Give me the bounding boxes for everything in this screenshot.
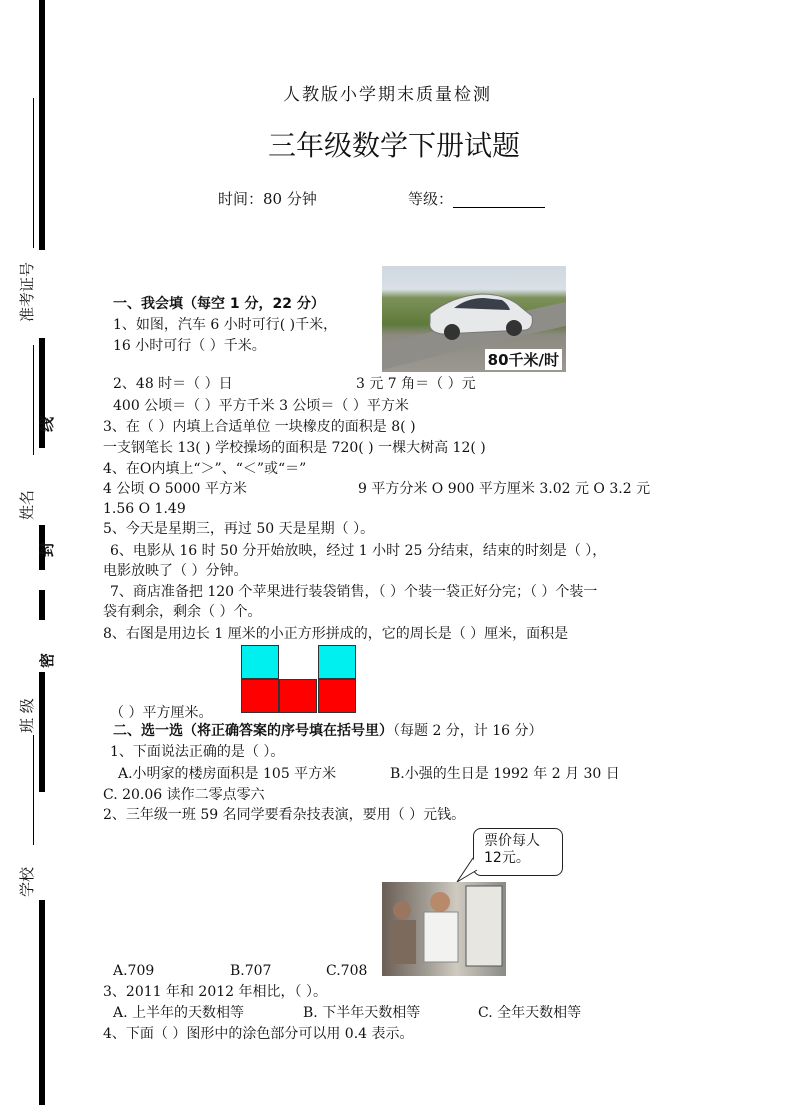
binding-line-mid4	[39, 672, 45, 792]
q4-item3: 1.56 O 1.49	[103, 501, 186, 517]
q1-line1: 1、如图，汽车 6 小时可行( )千米，	[113, 317, 338, 333]
q4-item2: 9 平方分米 O 900 平方厘米 3.02 元 O 3.2 元	[358, 481, 651, 497]
speed-sign: 80千米/时	[485, 349, 562, 370]
s2-q2-optB: B.707	[230, 963, 272, 979]
q1-line2: 16 小时可行（ ）千米。	[113, 338, 266, 354]
time-label: 时间：80 分钟	[218, 190, 317, 208]
binding-underline-3	[33, 735, 34, 845]
s2-q1-optC: C. 20.06 读作二零点零六	[103, 787, 265, 803]
exam-number-label: 准考证号	[18, 261, 36, 322]
exam-subtitle: 人教版小学期末质量检测	[283, 85, 492, 105]
q6-line1: 6、电影从 16 时 50 分开始放映，经过 1 小时 25 分结束，结束的时刻是（ ），	[110, 543, 607, 559]
s2-q2-optA: A.709	[113, 963, 155, 979]
red-square-1	[241, 679, 279, 713]
q4-item1: 4 公顷 O 5000 平方米	[103, 481, 247, 497]
binding-underline-2	[33, 345, 34, 455]
q8-line1: 8、右图是用边长 1 厘米的小正方形拼成的，它的周长是（ ）厘米，面积是	[103, 626, 569, 642]
binding-line-char: 线	[38, 416, 56, 432]
binding-seal-char: 封	[38, 541, 56, 557]
q7-line1: 7、商店准备把 120 个苹果进行装袋销售，（ ）个装一袋正好分完；（ ）个装一	[110, 584, 598, 600]
s2-q2-optC: C.708	[326, 963, 368, 979]
binding-secret-char: 密	[38, 652, 56, 668]
q6-line2: 电影放映了（ ）分钟。	[103, 563, 248, 579]
q3-line1: 3、在（ ）内填上合适单位 一块橡皮的面积是 8( )	[103, 419, 416, 435]
section1-heading: 一、我会填（每空 1 分，22 分）	[113, 296, 325, 312]
people-icon	[382, 882, 506, 976]
q2-part1: 2、48 时＝（ ）日	[113, 376, 233, 392]
section2-heading-tail: （每题 2 分，计 16 分）	[393, 723, 543, 739]
bubble-tail-icon	[455, 856, 479, 884]
price-bubble-text: 票价每人 12元。	[484, 833, 540, 866]
binding-line-bottom	[39, 900, 45, 1105]
q5-text: 5、今天是星期三，再过 50 天是星期（ ）。	[103, 521, 375, 537]
s2-q3-optC: C. 全年天数相等	[478, 1005, 582, 1021]
binding-underline-1	[33, 98, 34, 248]
red-square-3	[318, 679, 356, 713]
school-label: 学校	[18, 866, 36, 897]
s2-q2: 2、三年级一班 59 名同学要看杂技表演，要用（ ）元钱。	[103, 807, 466, 823]
section2-heading-text: 二、选一选（将正确答案的序号填在括号里）	[113, 723, 393, 739]
grade-label	[408, 190, 545, 208]
s2-q1-optB: B.小强的生日是 1992 年 2 月 30 日	[390, 766, 620, 782]
people-photo	[382, 882, 506, 976]
q2-part2: 3 元 7 角＝（ ）元	[356, 376, 476, 392]
s2-q1-optA: A.小明家的楼房面积是 105 平方米	[118, 766, 337, 782]
grade-blank[interactable]	[453, 193, 545, 208]
binding-line-top	[39, 0, 45, 250]
section2-heading	[113, 722, 543, 740]
name-label: 姓名	[18, 489, 36, 520]
price-bubble	[473, 828, 563, 876]
exam-title: 三年级数学下册试题	[268, 129, 521, 162]
q2-line2: 400 公顷＝（ ）平方千米 3 公顷＝（ ）平方米	[113, 398, 409, 414]
s2-q4: 4、下面（ ）图形中的涂色部分可以用 0.4 表示。	[103, 1026, 414, 1042]
red-square-2	[279, 679, 317, 713]
s2-q3: 3、2011 年和 2012 年相比，（ ）。	[103, 984, 327, 1000]
binding-line-mid3	[39, 590, 45, 620]
q8-line2: （ ）平方厘米。	[110, 705, 213, 721]
q4-line1: 4、在O内填上“＞”、“＜”或“＝”	[103, 461, 307, 477]
s2-q1: 1、下面说法正确的是（ ）。	[110, 744, 285, 760]
grade-label-text: 等级：	[408, 190, 454, 208]
car-photo	[382, 266, 566, 372]
s2-q3-optA: A. 上半年的天数相等	[113, 1005, 245, 1021]
cyan-square-right	[318, 645, 356, 679]
q3-line2: 一支钢笔长 13( ) 学校操场的面积是 720( ) 一棵大树高 12( )	[103, 440, 486, 456]
q7-line2: 袋有剩余，剩余（ ）个。	[103, 604, 262, 620]
cyan-square-left	[241, 645, 279, 679]
class-label: 班 级	[18, 698, 36, 733]
s2-q3-optB: B. 下半年天数相等	[303, 1005, 421, 1021]
